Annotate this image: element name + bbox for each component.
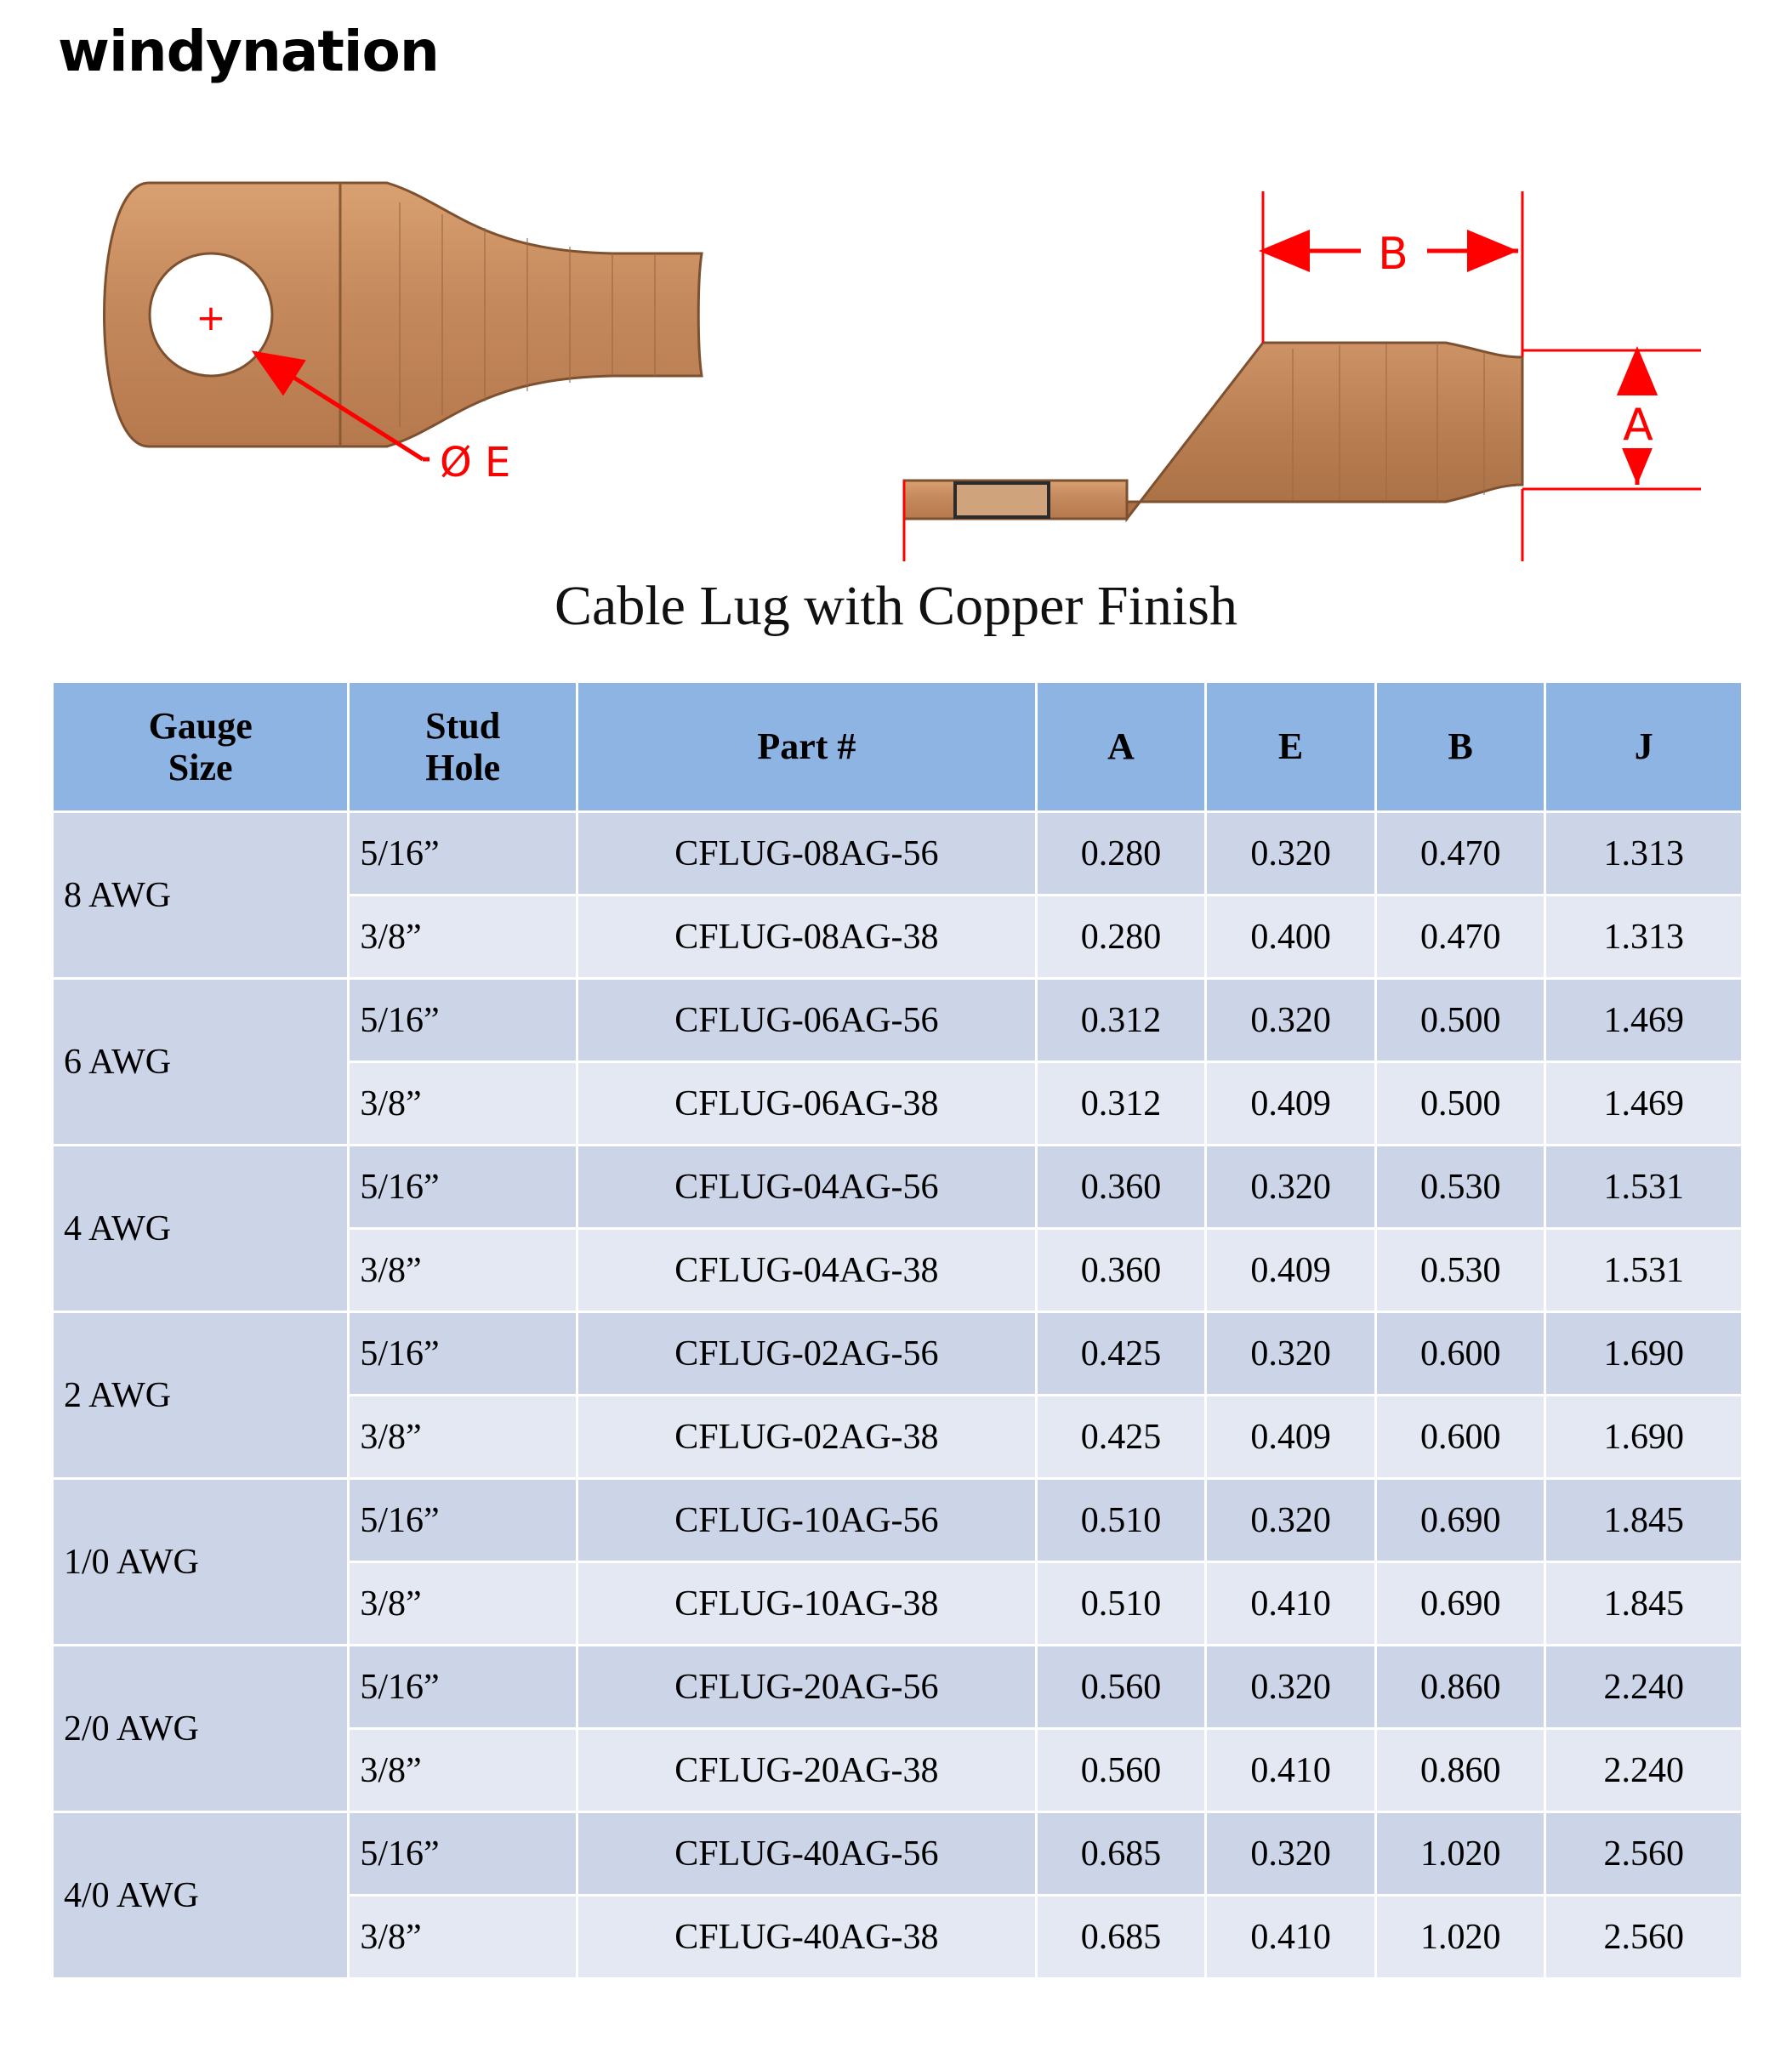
label-dim-b: B xyxy=(1378,229,1408,280)
gauge-header-line2: Size xyxy=(168,747,233,788)
cell-part-number: CFLUG-40AG-56 xyxy=(578,1813,1035,1894)
cell-dim-j: 2.240 xyxy=(1546,1646,1741,1727)
cell-dim-e: 0.409 xyxy=(1207,1063,1374,1144)
cell-dim-a: 0.280 xyxy=(1038,813,1205,894)
page-title: Cable Lug with Copper Finish xyxy=(555,575,1237,637)
cell-gauge-size: 1/0 AWG xyxy=(54,1480,347,1644)
cell-dim-a: 0.510 xyxy=(1038,1563,1205,1644)
cell-gauge-size: 4 AWG xyxy=(54,1146,347,1311)
table-row xyxy=(54,1146,1741,1227)
cell-dim-j: 1.690 xyxy=(1546,1396,1741,1477)
cell-stud-hole: 5/16” xyxy=(350,1480,576,1561)
cell-dim-b: 1.020 xyxy=(1377,1897,1545,1977)
table-row xyxy=(54,813,1741,894)
cell-dim-e: 0.320 xyxy=(1207,1313,1374,1394)
table-row xyxy=(54,1813,1741,1894)
column-header-a: A xyxy=(1038,683,1205,810)
cell-dim-b: 0.530 xyxy=(1377,1146,1545,1227)
cell-stud-hole: 5/16” xyxy=(350,1646,576,1727)
cell-gauge-size: 4/0 AWG xyxy=(54,1813,347,1977)
stud-header-line1: Stud xyxy=(425,704,501,747)
cell-dim-j: 1.845 xyxy=(1546,1563,1741,1644)
cell-dim-a: 0.360 xyxy=(1038,1146,1205,1227)
cell-stud-hole: 3/8” xyxy=(350,1396,576,1477)
cell-dim-e: 0.410 xyxy=(1207,1897,1374,1977)
cell-dim-e: 0.400 xyxy=(1207,896,1374,977)
cell-dim-e: 0.409 xyxy=(1207,1230,1374,1311)
hole-center-plus-icon: + xyxy=(196,297,226,338)
label-hole-diameter: Ø E xyxy=(440,439,511,486)
cell-dim-b: 0.500 xyxy=(1377,980,1545,1061)
column-header-j: J xyxy=(1546,683,1741,810)
cell-stud-hole: 5/16” xyxy=(350,1813,576,1894)
cell-part-number: CFLUG-04AG-38 xyxy=(578,1230,1035,1311)
cell-stud-hole: 5/16” xyxy=(350,1146,576,1227)
cell-part-number: CFLUG-04AG-56 xyxy=(578,1146,1035,1227)
column-header-part-number: Part # xyxy=(578,683,1035,810)
cell-dim-j: 2.560 xyxy=(1546,1813,1741,1894)
cell-gauge-size: 2/0 AWG xyxy=(54,1646,347,1811)
cell-part-number: CFLUG-06AG-38 xyxy=(578,1063,1035,1144)
cell-part-number: CFLUG-20AG-38 xyxy=(578,1730,1035,1811)
cell-dim-b: 0.690 xyxy=(1377,1480,1545,1561)
cell-dim-j: 1.690 xyxy=(1546,1313,1741,1394)
cell-dim-j: 1.469 xyxy=(1546,980,1741,1061)
cell-gauge-size: 6 AWG xyxy=(54,980,347,1144)
cell-dim-j: 2.560 xyxy=(1546,1897,1741,1977)
cell-dim-b: 0.860 xyxy=(1377,1646,1545,1727)
brand-logo: windynation xyxy=(58,19,439,84)
cell-dim-a: 0.280 xyxy=(1038,896,1205,977)
cell-dim-b: 0.860 xyxy=(1377,1730,1545,1811)
cell-stud-hole: 5/16” xyxy=(350,813,576,894)
cell-dim-b: 0.500 xyxy=(1377,1063,1545,1144)
table-row xyxy=(54,1646,1741,1727)
column-header-b: B xyxy=(1377,683,1545,810)
cell-stud-hole: 5/16” xyxy=(350,1313,576,1394)
cell-dim-j: 1.845 xyxy=(1546,1480,1741,1561)
cell-dim-e: 0.410 xyxy=(1207,1563,1374,1644)
cell-dim-b: 0.600 xyxy=(1377,1313,1545,1394)
cell-dim-b: 0.690 xyxy=(1377,1563,1545,1644)
cell-dim-a: 0.685 xyxy=(1038,1897,1205,1977)
cell-dim-j: 2.240 xyxy=(1546,1730,1741,1811)
cell-dim-b: 0.600 xyxy=(1377,1396,1545,1477)
label-dim-a: A xyxy=(1623,400,1653,451)
gauge-header-line1: Gauge xyxy=(148,704,253,747)
cell-stud-hole: 3/8” xyxy=(350,1730,576,1811)
cell-dim-a: 0.360 xyxy=(1038,1230,1205,1311)
cell-part-number: CFLUG-10AG-56 xyxy=(578,1480,1035,1561)
cell-dim-j: 1.313 xyxy=(1546,813,1741,894)
cell-part-number: CFLUG-20AG-56 xyxy=(578,1646,1035,1727)
cell-gauge-size: 8 AWG xyxy=(54,813,347,977)
cell-dim-e: 0.320 xyxy=(1207,1813,1374,1894)
cell-stud-hole: 3/8” xyxy=(350,896,576,977)
cell-dim-j: 1.531 xyxy=(1546,1146,1741,1227)
spec-table-body xyxy=(54,813,1741,1977)
cell-dim-a: 0.425 xyxy=(1038,1396,1205,1477)
lug-top-view xyxy=(105,183,703,486)
cell-part-number: CFLUG-06AG-56 xyxy=(578,980,1035,1061)
table-row xyxy=(54,1480,1741,1561)
lug-side-view xyxy=(904,191,1701,561)
column-header-stud-hole xyxy=(350,683,576,810)
cell-dim-e: 0.320 xyxy=(1207,980,1374,1061)
cell-dim-a: 0.560 xyxy=(1038,1730,1205,1811)
cell-dim-b: 0.470 xyxy=(1377,896,1545,977)
cell-dim-b: 0.530 xyxy=(1377,1230,1545,1311)
cell-part-number: CFLUG-02AG-38 xyxy=(578,1396,1035,1477)
cell-dim-a: 0.312 xyxy=(1038,980,1205,1061)
cell-dim-j: 1.469 xyxy=(1546,1063,1741,1144)
table-header-row xyxy=(54,683,1741,810)
column-header-gauge-size xyxy=(54,683,347,810)
cell-stud-hole: 3/8” xyxy=(350,1063,576,1144)
cell-dim-e: 0.320 xyxy=(1207,1480,1374,1561)
cell-stud-hole: 3/8” xyxy=(350,1563,576,1644)
cell-dim-j: 1.313 xyxy=(1546,896,1741,977)
cell-part-number: CFLUG-10AG-38 xyxy=(578,1563,1035,1644)
cell-dim-e: 0.320 xyxy=(1207,813,1374,894)
cell-dim-e: 0.409 xyxy=(1207,1396,1374,1477)
cell-dim-a: 0.312 xyxy=(1038,1063,1205,1144)
cell-dim-e: 0.410 xyxy=(1207,1730,1374,1811)
column-header-e: E xyxy=(1207,683,1374,810)
cell-dim-b: 1.020 xyxy=(1377,1813,1545,1894)
cell-dim-b: 0.470 xyxy=(1377,813,1545,894)
cell-stud-hole: 5/16” xyxy=(350,980,576,1061)
cell-dim-e: 0.320 xyxy=(1207,1646,1374,1727)
spec-table xyxy=(51,680,1744,1980)
table-row xyxy=(54,980,1741,1061)
table-row xyxy=(54,1313,1741,1394)
cell-part-number: CFLUG-40AG-38 xyxy=(578,1897,1035,1977)
cell-part-number: CFLUG-08AG-38 xyxy=(578,896,1035,977)
spec-table-container xyxy=(51,680,1744,1980)
cell-dim-j: 1.531 xyxy=(1546,1230,1741,1311)
cell-dim-a: 0.425 xyxy=(1038,1313,1205,1394)
cell-dim-a: 0.510 xyxy=(1038,1480,1205,1561)
cell-stud-hole: 3/8” xyxy=(350,1897,576,1977)
cell-dim-a: 0.685 xyxy=(1038,1813,1205,1894)
cell-part-number: CFLUG-08AG-56 xyxy=(578,813,1035,894)
cell-stud-hole: 3/8” xyxy=(350,1230,576,1311)
cell-gauge-size: 2 AWG xyxy=(54,1313,347,1477)
cell-dim-a: 0.560 xyxy=(1038,1646,1205,1727)
cell-dim-e: 0.320 xyxy=(1207,1146,1374,1227)
stud-header-line2: Hole xyxy=(425,747,501,788)
cell-part-number: CFLUG-02AG-56 xyxy=(578,1313,1035,1394)
product-diagram xyxy=(0,102,1792,561)
